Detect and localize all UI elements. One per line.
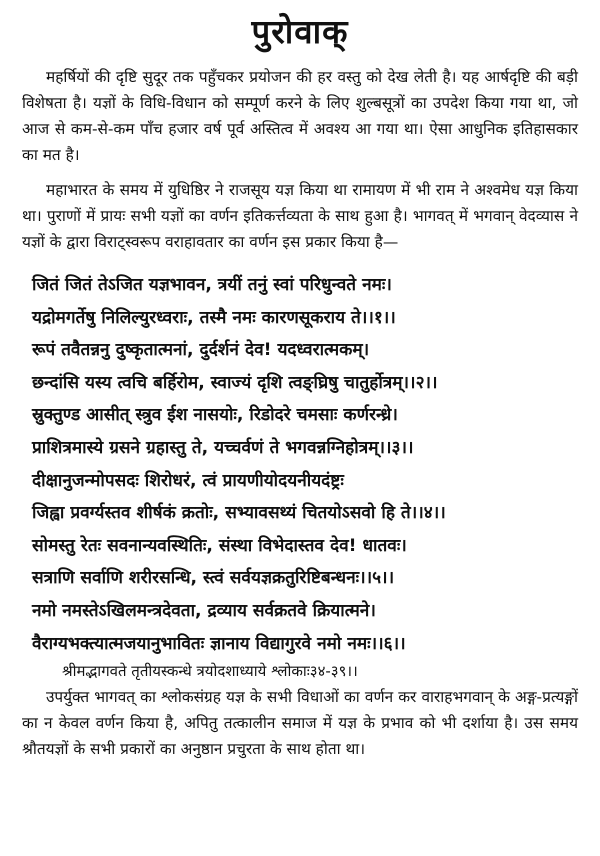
- verse-line: वैराग्यभक्त्यात्मजयानुभावितः ज्ञानाय विद्यागुरवे नमो नमः।।६।।: [32, 633, 406, 654]
- verse-line: यद्रोमगर्तेषु निलिल्युरध्वराः, तस्मै नमः कारणसूकराय ते।।१।।: [32, 307, 396, 328]
- verse-source-citation: श्रीमद्भागवते तृतीयस्कन्धे त्रयोदशाध्याये श्लोकाः३४-३९।।: [62, 662, 358, 681]
- page-title: पुरोवाक्: [251, 12, 349, 51]
- verse-line: रूपं तवैतन्ननु दुष्कृतात्मनां, दुर्दर्शनं देव! यदध्वरात्मकम्।: [32, 340, 370, 361]
- paragraph-2: महाभारत के समय में युधिष्ठिर ने राजसूय यज्ञ किया था रामायण में भी राम ने अश्वमेध यज्ञ किया था। पुराणों में प्रायः सभी यज्ञों का वर्णन इतिकर्त्तव्यता के साथ हुआ है। भागवत् में भगवान् वेदव्यास ने यज्ञों के द्वारा विराट्स्वरूप वराहावतार का वर्णन इस प्रकार किया है—: [22, 181, 578, 251]
- verse-line: नमो नमस्तेऽखिलमन्त्रदेवता, द्रव्याय सर्वक्रतवे क्रियात्मने।: [32, 600, 376, 621]
- verse-line: सोमस्तु रेतः सवनान्यवस्थितिः, संस्था विभेदास्तव देव! धातवः।: [32, 535, 407, 556]
- verse-line: जिह्वा प्रवर्ग्यस्तव शीर्षकं क्रतोः, सभ्यावसथ्यं चितयोऽसवो हि ते।।४।।: [32, 503, 446, 524]
- verse-line: छन्दांसि यस्य त्वचि बर्हिरोम, स्वाज्यं दृशि त्वङ्घ्रिषु चातुर्होत्रम्।।२।।: [32, 372, 438, 393]
- closing-paragraph: उपर्युक्त भागवत् का श्लोकसंग्रह यज्ञ के सभी विधाओं का वर्णन कर वाराहभगवान् के अङ्ग-प्रत्यङ्गों का न केवल वर्णन किया है, अपितु तत्कालीन समाज में यज्ञ के प्रभाव को भी दर्शाया है। उस समय श्रौतयज्ञों के सभी प्रकारों का अनुष्ठान प्रचुरता के साथ होता था।: [22, 688, 578, 759]
- verse-line: प्राशित्रमास्ये ग्रसने ग्रहास्तु ते, यच्चर्वणं ते भगवन्नग्निहोत्रम्।।३।।: [32, 437, 414, 458]
- paragraph-1: महर्षियों की दृष्टि सुदूर तक पहुँचकर प्रयोजन की हर वस्तु को देख लेती है। यह आर्षदृष्टि की बड़ी विशेषता है। यज्ञों के विधि-विधान को सम्पूर्ण करने के लिए शुल्बसूत्रों का उपदेश किया गया था, जो आज से कम-से-कम पाँच हजार वर्ष पूर्व अस्तित्व में अवश्य आ गया था। ऐसा आधुनिक इतिहासकार का मत है।: [22, 68, 578, 164]
- verse-line: जितं जितं तेऽजित यज्ञभावन, त्रयीं तनुं स्वां परिधुन्वते नमः।: [32, 275, 392, 295]
- verse-line: सत्राणि सर्वाणि शरीरसन्धि, स्त्वं सर्वयज्ञक्रतुरिष्टिबन्धनः।।५।।: [32, 568, 395, 589]
- verse-line: दीक्षानुजन्मोपसदः शिरोधरं, त्वं प्रायणीयोदयनीयदंष्ट्रः: [32, 470, 344, 491]
- verse-line: स्रुक्तुण्ड आसीत् स्त्रुव ईश नासयोः, रिडोदरे चमसाः कर्णरन्ध्रे।: [32, 405, 398, 426]
- verse-block: [22, 269, 578, 660]
